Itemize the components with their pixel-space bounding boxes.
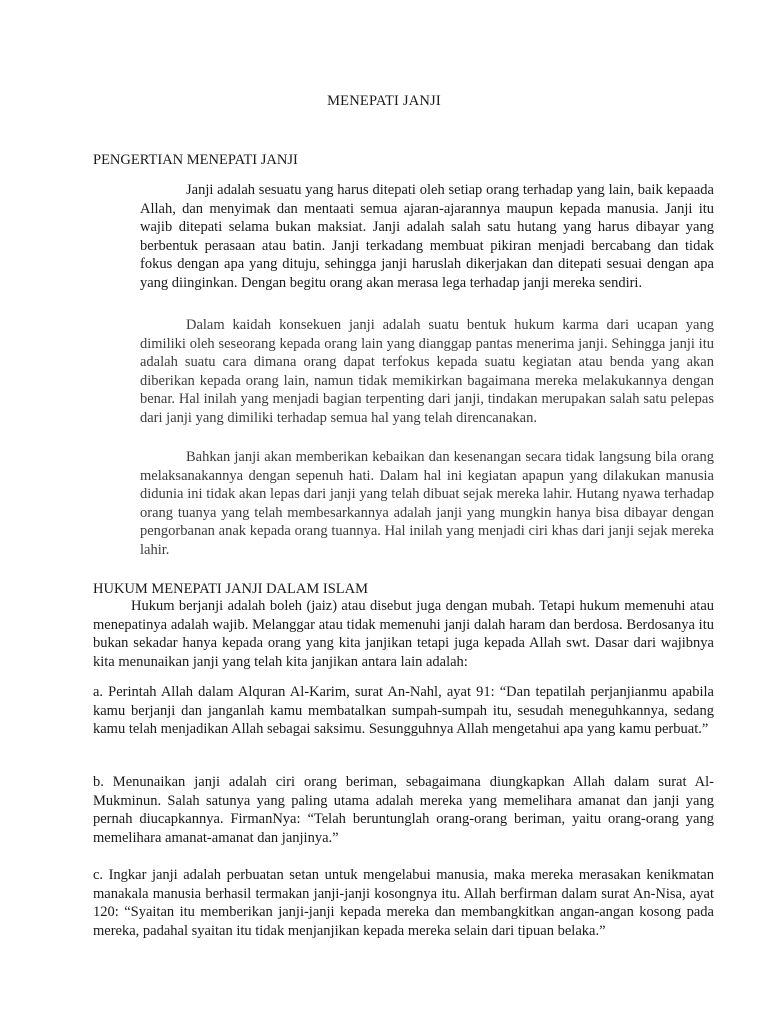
paragraph (93, 597, 714, 671)
section-heading-pengertian: PENGERTIAN MENEPATI JANJI (93, 152, 298, 168)
list-item: a. Perintah Allah dalam Alquran Al-Karim, surat An-Nahl, ayat 91: “Dan tepatilah perjanjianmu apabila kamu berjanji dan janganlah kamu membatalkan sumpah-sumpah itu, sesudah meneguhkannya, sedang kamu telah menjadikan Allah sebagai saksimu. Sesungguhnya Allah mengetahui apa yang kamu perbuat.” (93, 684, 714, 737)
list-item: c. Ingkar janji adalah perbuatan setan untuk mengelabui manusia, maka mereka merasakan kenikmatan manakala manusia berhasil termakan janji-janji kosongnya itu. Allah berfirman dalam surat An-Nisa, ayat 120: “Syaitan itu memberikan janji-janji kepada mereka dan membangkitkan angan-angan kosong pada mereka, padahal syaitan itu tidak menjanjikan kepada mereka selain dari tipuan belaka.” (93, 867, 714, 939)
list-item: b. Menunaikan janji adalah ciri orang beriman, sebagaimana diungkapkan Allah dalam surat Al-Mukminun. Salah satunya yang paling utama adalah mereka yang memelihara amanat dan janji yang pernah diucapkannya. FirmanNya: “Telah beruntunglah orang-orang beriman, yaitu orang-orang yang memelihara amanat-amanat dan janjinya.” (93, 774, 714, 846)
paragraph (140, 316, 714, 427)
document-title: MENEPATI JANJI (327, 93, 441, 109)
paragraph (140, 181, 714, 292)
paragraph (140, 448, 714, 559)
paragraph-text: Bahkan janji akan memberikan kebaikan dan kesenangan secara tidak langsung bila orang melaksanakannya dengan sepenuh hati. Dalam hal ini kegiatan apapun yang dilakukan manusia didunia ini tidak akan lepas dari janji yang telah dibuat sejak mereka lahir. Hutang nyawa terhadap orang tuanya yang telah membesarkannya adalah janji yang mungkin hanya bisa dibayar dengan pengorbanan anak kepada orang tuannya. Hal inilah yang menjadi ciri khas dari janji sejak mereka lahir. (140, 449, 714, 558)
section-heading-hukum: HUKUM MENEPATI JANJI DALAM ISLAM (93, 581, 368, 597)
paragraph-text: Dalam kaidah konsekuen janji adalah suatu bentuk hukum karma dari ucapan yang dimiliki oleh seseorang kepada orang lain yang dianggap pantas menerima janji. Sehingga janji itu adalah suatu cara dimana orang dapat terfokus kepada suatu kegiatan atau benda yang akan diberikan kepada orang lain, namun tidak memikirkan bagaimana mereka melakukannya dengan benar. Hal inilah yang menjadi bagian terpenting dari janji, tindakan merupakan salah satu pelepas dari janji yang dimiliki terhadap semua hal yang telah direncanakan. (140, 317, 714, 426)
paragraph-text: Hukum berjanji adalah boleh (jaiz) atau disebut juga dengan mubah. Tetapi hukum memenuhi atau menepatinya adalah wajib. Melanggar atau tidak memenuhi janji dalah haram dan berdosa. Berdosanya itu bukan sekadar hanya kepada orang yang kita janjikan tetapi juga kepada Allah swt. Dasar dari wajibnya kita menunaikan janji yang telah kita janjikan antara lain adalah: (93, 598, 714, 670)
paragraph-text: Janji adalah sesuatu yang harus ditepati oleh setiap orang terhadap yang lain, baik kepaada Allah, dan menyimak dan mentaati semua ajaran-ajarannya maupun kepada manusia. Janji itu wajib ditepati selama bukan maksiat. Janji adalah salah satu hutang yang harus dibayar yang berbentuk perasaan atau batin. Janji terkadang membuat pikiran menjadi bercabang dan tidak fokus dengan apa yang dituju, sehingga janji haruslah dikerjakan dan ditepati sesuai dengan apa yang diinginkan. Dengan begitu orang akan merasa lega terhadap janji mereka sendiri. (140, 182, 714, 291)
